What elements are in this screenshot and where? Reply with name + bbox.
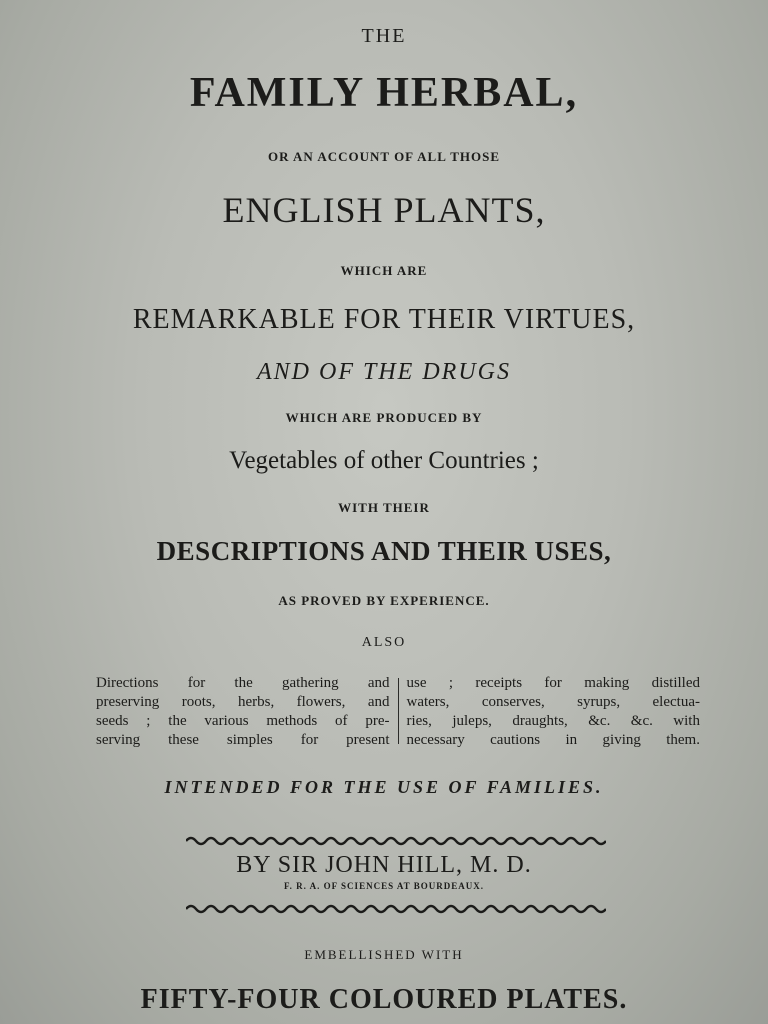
vegetables-line: Vegetables of other Countries ; <box>229 447 539 474</box>
as-proved-line: AS PROVED BY EXPERIENCE. <box>278 593 490 608</box>
left-column-line: Directions for the gathering and <box>96 675 390 691</box>
subtitle-line-1: OR AN ACCOUNT OF ALL THOSE <box>267 149 500 164</box>
right-column <box>398 674 700 750</box>
right-column-line: necessary cautions in giving them. <box>406 732 700 748</box>
left-column-line: seeds ; the various methods of pre- <box>96 713 390 729</box>
with-their-line: WITH THEIR <box>338 500 430 515</box>
ornament-rule-top <box>186 836 606 846</box>
descriptions-line: DESCRIPTIONS AND THEIR USES, <box>156 536 612 566</box>
author-line: BY SIR JOHN HILL, M. D. <box>236 852 532 878</box>
main-title: FAMILY HERBAL, <box>189 70 579 116</box>
left-column-line: preserving roots, herbs, flowers, and <box>96 694 390 710</box>
plates-line: FIFTY-FOUR COLOURED PLATES. <box>140 984 628 1015</box>
which-are-line: WHICH ARE <box>340 263 428 278</box>
which-produced-line: WHICH ARE PRODUCED BY <box>285 410 483 425</box>
right-column-line: waters, conserves, syrups, electua- <box>406 694 700 710</box>
embellished-line: EMBELLISHED WITH <box>304 947 464 962</box>
left-column-line: serving these simples for present <box>96 732 390 748</box>
remarkable-line: REMARKABLE FOR THEIR VIRTUES, <box>132 304 636 335</box>
left-column <box>96 674 398 750</box>
drugs-line: AND OF THE DRUGS <box>257 359 511 385</box>
intended-line: INTENDED FOR THE USE OF FAMILIES. <box>164 777 604 797</box>
title-article: THE <box>361 25 407 47</box>
author-credentials: F. R. A. OF SCIENCES AT BOURDEAUX. <box>283 881 485 891</box>
right-column-line: use ; receipts for making distilled <box>406 675 700 691</box>
two-column-contents <box>96 674 700 750</box>
right-column-line: ries, juleps, draughts, &c. &c. with <box>406 713 700 729</box>
subtitle-line-2: ENGLISH PLANTS, <box>222 190 546 230</box>
ornament-rule-bottom <box>186 904 606 914</box>
also-line: ALSO <box>361 635 407 650</box>
